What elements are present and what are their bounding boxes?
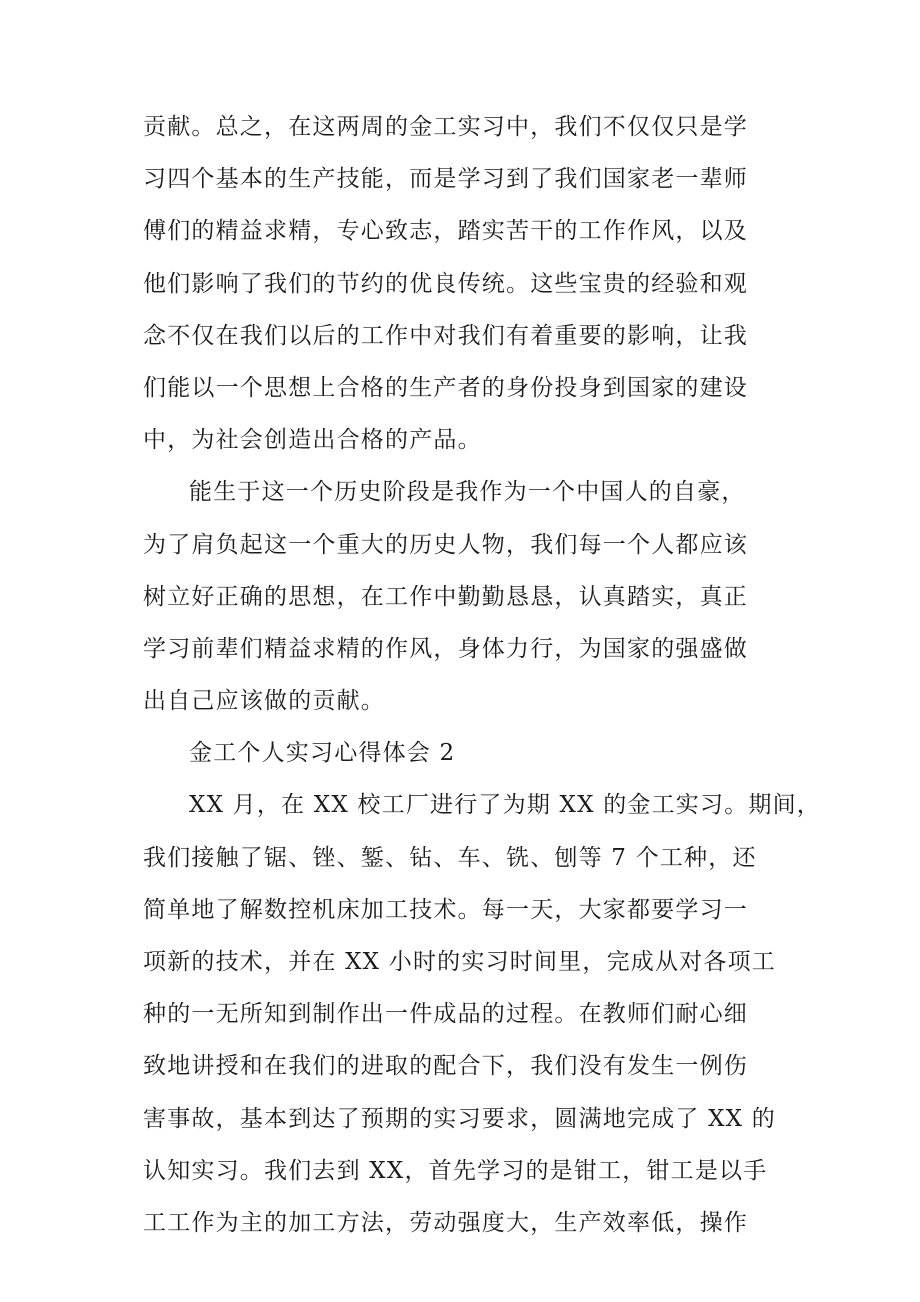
text-line: 为了肩负起这一个重大的历史人物，我们每一个人都应该 — [143, 531, 748, 558]
text-line: 中，为社会创造出合格的产品。 — [143, 427, 482, 454]
text-line: 们能以一个思想上合格的生产者的身份投身到国家的建设 — [143, 374, 748, 401]
text-line: 贡献。总之，在这两周的金工实习中，我们不仅仅只是学 — [143, 114, 748, 140]
text-line: 认知实习。我们去到 XX，首先学习的是钳工，钳工是以手 — [143, 1157, 768, 1184]
text-line: 致地讲授和在我们的进取的配合下，我们没有发生一例伤 — [143, 1053, 748, 1080]
paragraph-first-line: 能生于这一个历史阶段是我作为一个中国人的自豪， — [189, 479, 746, 506]
text-line: 简单地了解数控机床加工技术。每一天，大家都要学习一 — [143, 896, 748, 923]
text-line: 工工作为主的加工方法，劳动强度大，生产效率低，操作 — [143, 1209, 748, 1236]
text-line: 项新的技术，并在 XX 小时的实习时间里，完成从对各项工 — [143, 949, 776, 975]
text-line: 傅们的精益求精，专心致志，踏实苦干的工作作风，以及 — [143, 218, 748, 245]
text-line: 学习前辈们精益求精的作风，身体力行，为国家的强盛做 — [143, 635, 748, 662]
section-heading: 金工个人实习心得体会 2 — [189, 740, 456, 767]
text-line: 习四个基本的生产技能，而是学习到了我们国家老一辈师 — [143, 166, 748, 193]
text-line: 念不仅在我们以后的工作中对我们有着重要的影响，让我 — [143, 322, 748, 349]
text-line: 种的一无所知到制作出一件成品的过程。在教师们耐心细 — [143, 1001, 748, 1028]
text-line: 我们接触了锯、锉、錾、钻、车、铣、刨等 7 个工种，还 — [143, 844, 757, 871]
text-line: 他们影响了我们的节约的优良传统。这些宝贵的经验和观 — [143, 270, 748, 297]
paragraph-first-line: XX 月，在 XX 校工厂进行了为期 XX 的金工实习。期间， — [189, 792, 821, 819]
text-line: 出自己应该做的贡献。 — [143, 688, 385, 715]
text-line: 树立好正确的思想，在工作中勤勤恳恳，认真踏实，真正 — [143, 583, 748, 610]
document-body — [143, 101, 821, 1249]
text-line: 害事故，基本到达了预期的实习要求，圆满地完成了 XX 的 — [143, 1105, 776, 1132]
